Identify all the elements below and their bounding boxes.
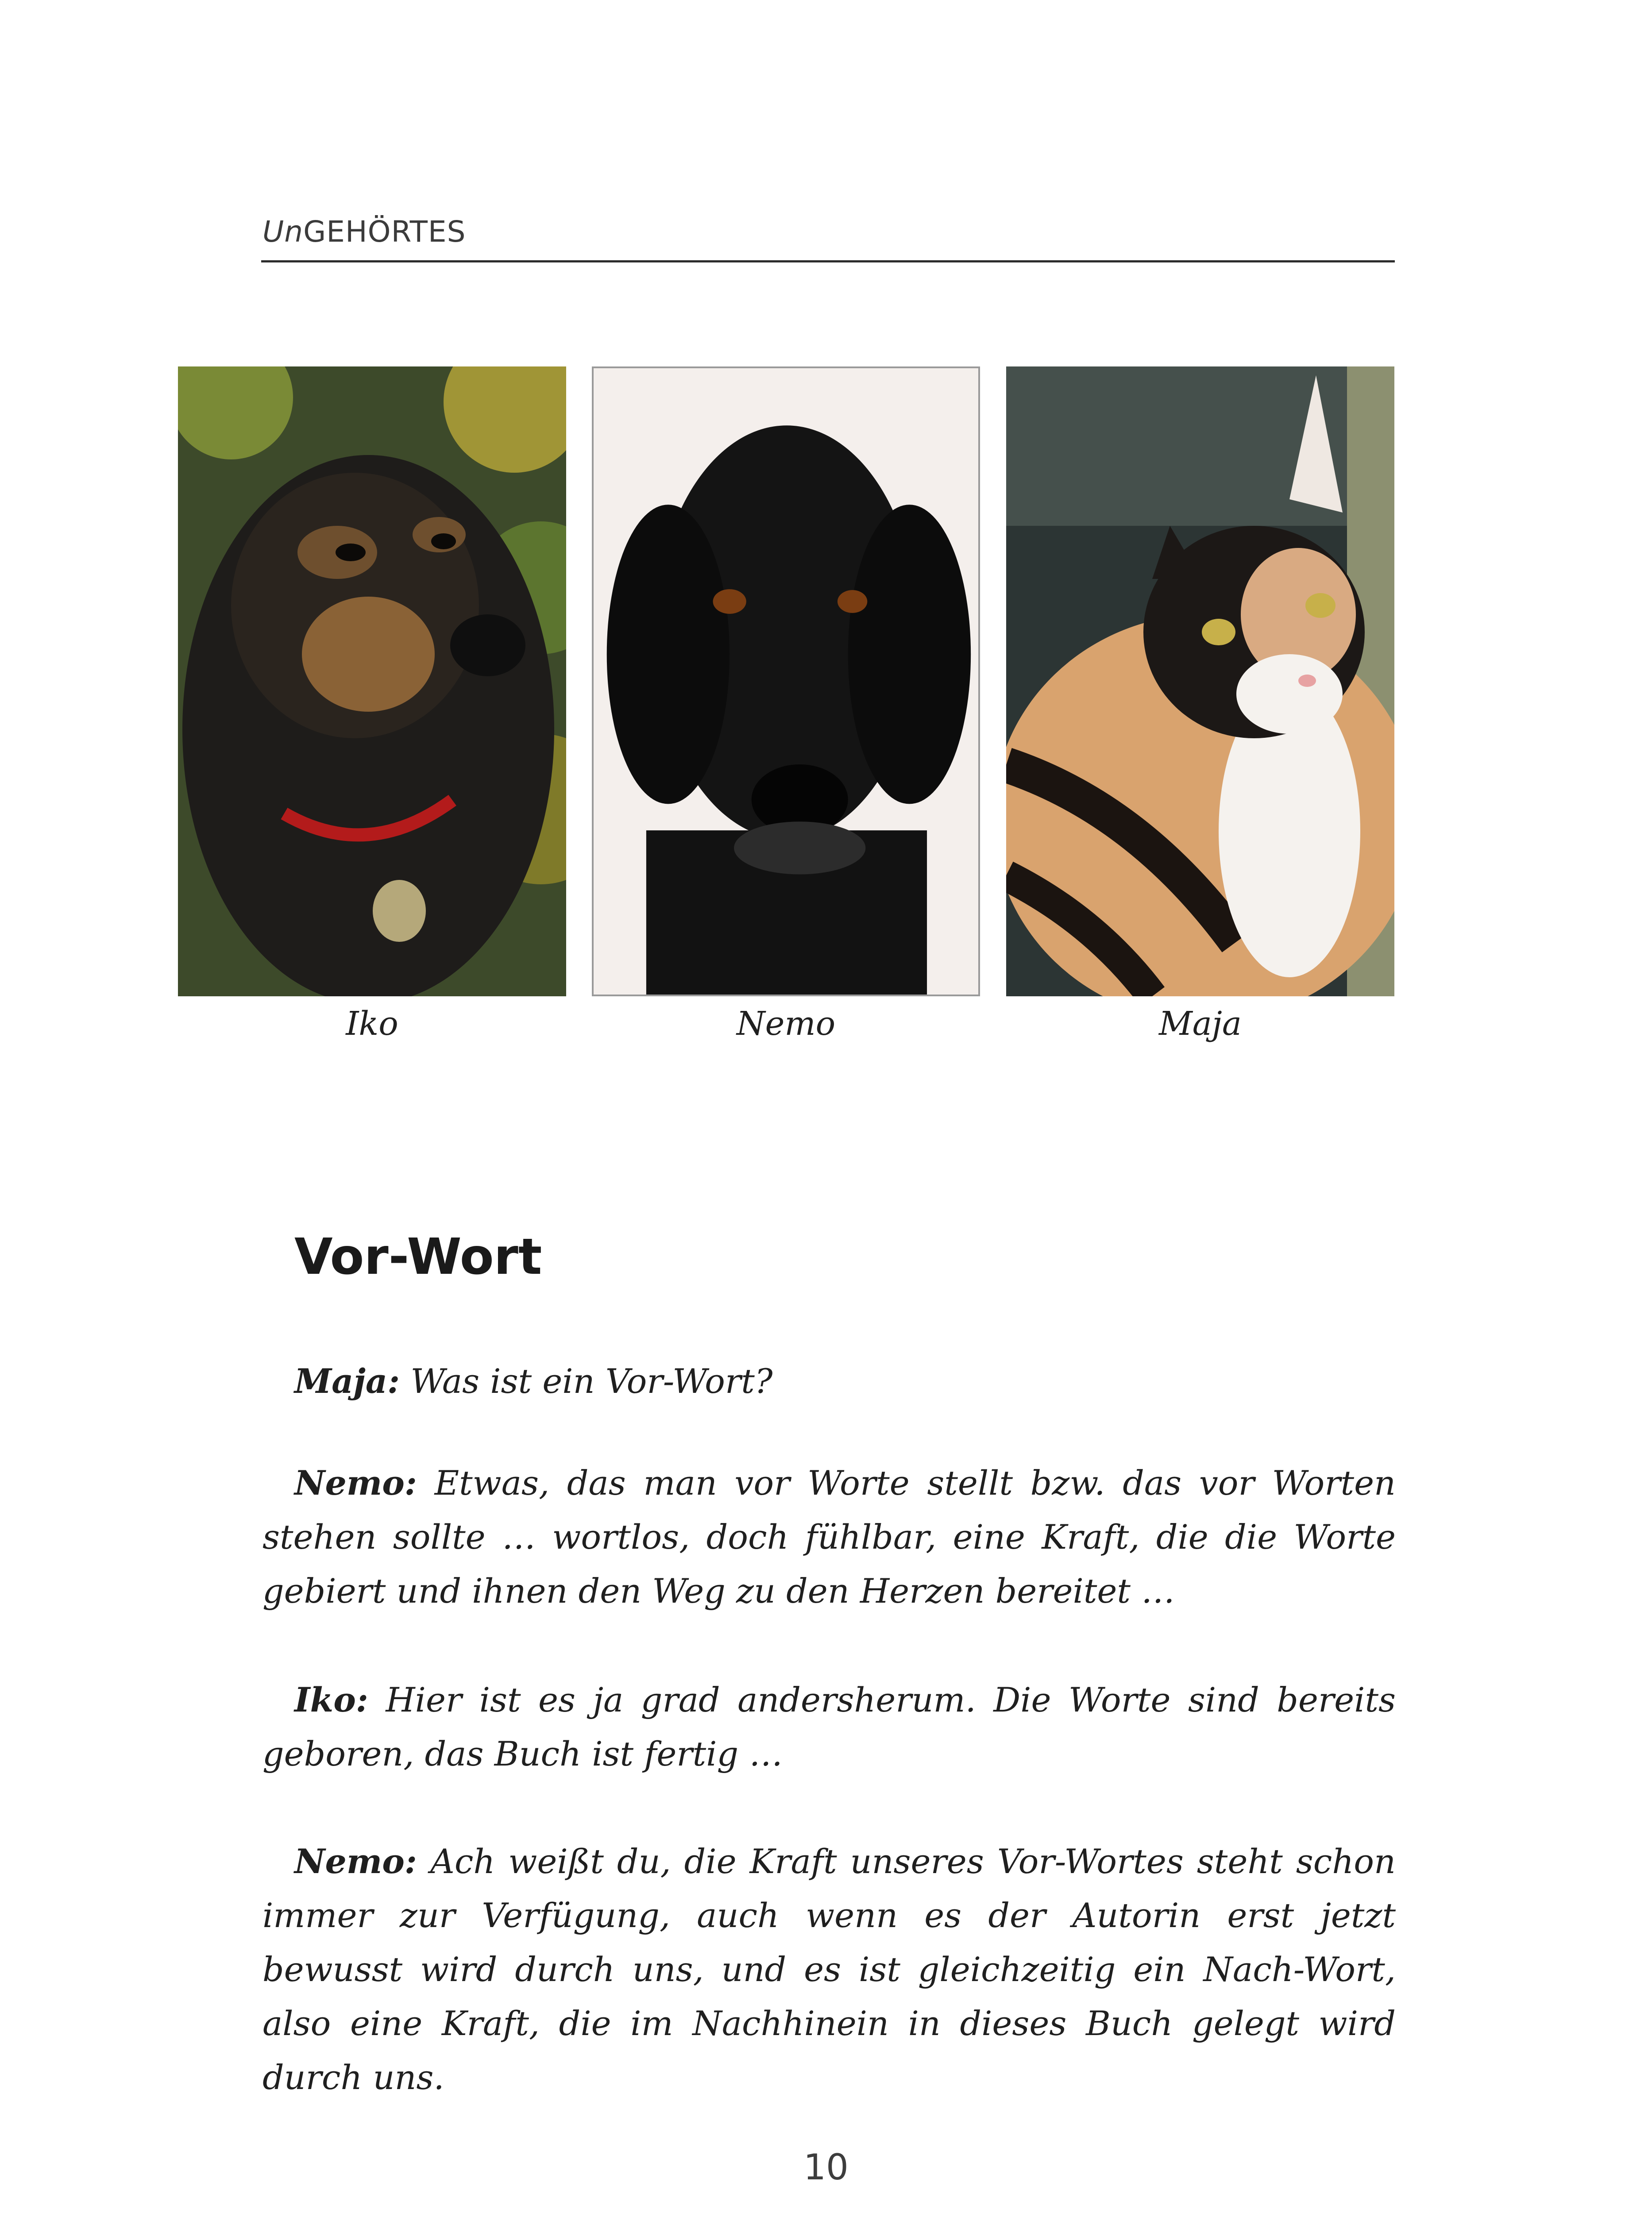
page-number: 10 — [803, 2147, 849, 2188]
caption-maja: Maja — [1159, 1005, 1242, 1043]
dialogue-text: Ach weißt du, die Kraft unseres Vor-Wortes steht schon immer zur Verfügung, auch wenn es der Autorin erst jetzt bewusst wird durch uns, und es ist gleichzeitig ein Nach-Wort, also eine Kraft, die im Nachhinein in dieses Buch gelegt wird durch uns. — [262, 1842, 1396, 2097]
dialogue-text: Hier ist es ja grad andersherum. Die Worte sind bereits geboren, das Buch ist fertig … — [262, 1680, 1396, 1773]
speaker-label: Maja: — [294, 1361, 400, 1401]
photo-iko — [178, 366, 566, 996]
photo-nemo-image — [594, 368, 978, 995]
photo-nemo — [592, 366, 980, 996]
header-title-main: GEHÖRTES — [303, 215, 466, 249]
caption-iko: Iko — [346, 1005, 398, 1043]
caption-nemo: Nemo — [736, 1005, 836, 1043]
dialogue-paragraph — [262, 1354, 1396, 1408]
photo-maja — [1006, 366, 1394, 996]
header-rule — [261, 260, 1395, 262]
photo-maja-image — [1006, 366, 1394, 996]
dialogue-paragraph — [262, 1456, 1396, 1618]
photo-iko-image — [178, 366, 566, 996]
speaker-label: Nemo: — [294, 1463, 417, 1503]
header-title-prefix: Un — [262, 215, 304, 249]
speaker-label: Nemo: — [294, 1842, 417, 1881]
speaker-label: Iko: — [294, 1680, 368, 1720]
dialogue-paragraph — [262, 1673, 1396, 1781]
dialogue-text: Etwas, das man vor Worte stellt bzw. das vor Worten stehen sollte … wortlos, doch fühlbar, eine Kraft, die die Worte gebiert und ihnen den Weg zu den Herzen bereitet … — [262, 1463, 1396, 1611]
section-title: Vor-Wort — [294, 1228, 542, 1286]
dialogue-text: Was ist ein Vor-Wort? — [400, 1361, 773, 1401]
dialogue-paragraph — [262, 1835, 1396, 2105]
header-title — [262, 215, 466, 249]
